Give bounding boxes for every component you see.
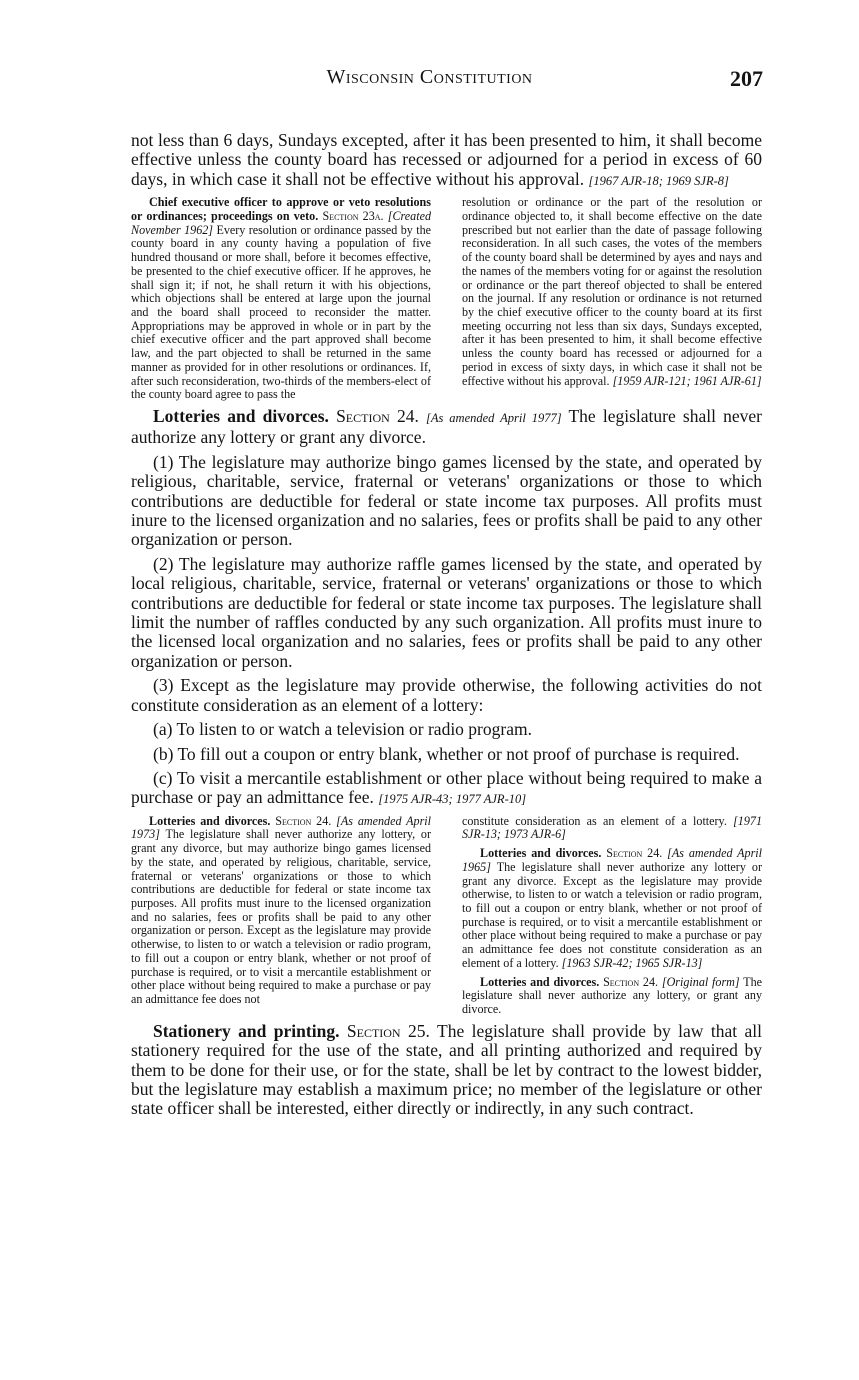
section-24-paragraph: (1) The legislature may authorize bingo games licensed by the state, and operated by religious, charitable, service, fraternal or veterans' organizations or those to which contributions are deductible for federal or state income tax purposes. All profits must inure to the licensed organization and no salaries, fees or profits shall be paid to any other organization or person. (131, 451, 762, 550)
section-25-heading: Stationery and printing. (153, 1020, 340, 1041)
note-24-1965-citation: [1963 SJR-42; 1965 SJR-13] (561, 955, 703, 970)
section-25-label: Section 25. (346, 1020, 430, 1041)
note-23a (131, 196, 431, 402)
section-24-last-paragraph-text: (c) To visit a mercantile establishment or other place without being required to make a purchase or pay an admittance fee. (131, 767, 762, 808)
continued-paragraph (131, 131, 762, 191)
section-25 (131, 1022, 762, 1119)
continued-paragraph-citation: [1967 AJR-18; 1969 SJR-8] (588, 173, 729, 188)
note-24-1965-section: Section 24. (606, 846, 663, 861)
note-24-1973 (131, 815, 431, 1007)
historical-notes-23a (131, 196, 762, 402)
note-24-1973-text-continued: constitute consideration as an element of a lottery. (462, 813, 727, 828)
note-23a-citation: [1959 AJR-121; 1961 AJR-61] (612, 373, 762, 388)
note-24-original (462, 976, 762, 1017)
note-24-original-section: Section 24. (603, 974, 659, 989)
section-24-citation: [1975 AJR-43; 1977 AJR-10] (378, 792, 527, 807)
note-23a-text-continued: resolution or ordinance or the part of the resolution or ordinance objected to, it shall become effective on the date prescribed but not earlier than the date of passage following reconsideration. In all such cases, the votes of the members of the county board shall be determined by ayes and nays and the names of the members voting for or against the resolution or ordinance or the part thereof objected to shall be entered on the journal. If any resolution or ordinance is not returned by the chief executive officer to the county board at its first meeting occurring not less than six days, Sundays excepted, after it has been presented to him, it shall become effective unless the county board has recessed or adjourned for a period in excess of sixty days, in which case it shall not be effective without his approval. (462, 195, 762, 388)
section-25-text: The legislature shall provide by law that all stationery required for the use of the state, and all printing authorized and required by them to be done for their use, or for the state, shall be let by contract to the lowest bidder, but the legislature may establish a maximum price; no member of the legislature or other state officer shall be interested, either directly or indirectly, in any such contract. (131, 1020, 763, 1119)
page-content (131, 131, 762, 1119)
section-24-history: [As amended April 1977] (426, 411, 562, 425)
note-24-1965-heading: Lotteries and divorces. (480, 846, 602, 861)
note-24-original-heading: Lotteries and divorces. (480, 974, 600, 989)
notes-column-left (131, 196, 431, 402)
section-24-heading: Lotteries and divorces. (153, 406, 329, 426)
note-24-original-history: [Original form] (661, 974, 740, 989)
section-24-intro-text: The legislature shall never authorize any lottery or grant any divorce. (131, 406, 762, 448)
section-24-paragraph: (2) The legislature may authorize raffle games licensed by the state, and operated by local religious, charitable, service, fraternal or veterans' organizations or those to which contributions are deductible for federal or state income tax purposes. The legislature shall limit the number of raffles conducted by any such organization. All profits must inure to the licensed local organization and no salaries, fees or profits shall be paid to any other organization or person. (131, 553, 762, 671)
note-24-original-text: The legislature shall never authorize any lottery, or grant any divorce. (462, 974, 762, 1017)
section-24-intro (131, 407, 762, 448)
note-24-1973-text: The legislature shall never authorize any lottery, or grant any divorce, but may authorize bingo games licensed by the state, and operated by religious, charitable, service, fraternal or veterans' organizations or those to which contributions are deductible for federal or state income tax purposes. All profits must inure to the licensed organization and no salaries, fees or profits shall be paid to any other organization or person. Except as the legislature may provide otherwise, to listen to or watch a television or radio program, to fill out a coupon or entry blank, whether or not proof of purchase is required, or to visit a mercantile establishment or other place without being required to make a purchase or pay an admittance fee does not (131, 827, 431, 1007)
notes-column-right (462, 815, 762, 1017)
section-24-last-paragraph (131, 769, 762, 810)
note-23a-history: [Created November 1962] (131, 208, 432, 237)
note-23a-heading: Chief executive officer to approve or veto resolutions or ordinances; proceedings on veto. (131, 195, 431, 223)
note-24-1973-history: [As amended April 1973] (131, 813, 432, 842)
historical-notes-24 (131, 815, 762, 1017)
note-24-1973-heading: Lotteries and divorces. (149, 813, 271, 828)
notes-column-left (131, 815, 431, 1017)
section-24-label: Section 24. (336, 406, 419, 426)
section-24-paragraph: (3) Except as the legislature may provide otherwise, the following activities do not constitute consideration as an element of a lottery: (131, 675, 762, 715)
note-24-1965-text: The legislature shall never authorize any lottery or grant any divorce. Except as the legislature may provide otherwise, to listen to or watch a television or radio program, to fill out a coupon or entry blank, whether or not proof of purchase is required, or to visit a mercantile establishment or other place without being required to make a purchase or pay an admittance fee does not constitute consideration as an element of a lottery. (462, 859, 762, 970)
continued-paragraph-text: not less than 6 days, Sundays excepted, after it has been presented to him, it shall become effective unless the county board has recessed or adjourned for a period in excess of 60 days, in which case it shall not be effective without his approval. (131, 130, 762, 189)
section-24-paragraph: (b) To fill out a coupon or entry blank, whether or not proof of purchase is required. (153, 743, 740, 764)
note-23a-section: Section 23a. (322, 208, 384, 223)
note-23a-text: Every resolution or ordinance passed by the county board in any county having a population of five hundred thousand or more shall, before it becomes effective, be presented to the chief executive officer. If he approves, he shall sign it; if not, he shall return it with his objections, which objections shall be entered at large upon the journal and the board shall proceed to reconsider the matter. Appropriations may be approved in whole or in part by the chief executive officer and the part approved shall become law, and the part objected to shall be returned in the same manner as provided for in other resolutions or ordinances. If, after such reconsideration, two-thirds of the members-elect of the county board agree to pass the (131, 222, 432, 402)
running-head: Wisconsin Constitution (326, 66, 533, 88)
note-24-1973-section: Section 24. (275, 813, 332, 828)
page-number: 207 (730, 66, 763, 91)
note-24-1973-continued (462, 815, 762, 842)
note-24-1965 (462, 847, 762, 970)
section-24-paragraph: (a) To listen to or watch a television or radio program. (153, 719, 532, 740)
note-24-1973-citation: [1971 SJR-13; 1973 AJR-6] (462, 813, 762, 842)
note-24-1965-history: [As amended April 1965] (462, 846, 763, 874)
notes-column-right (462, 196, 762, 402)
note-23a-continued (462, 196, 762, 388)
